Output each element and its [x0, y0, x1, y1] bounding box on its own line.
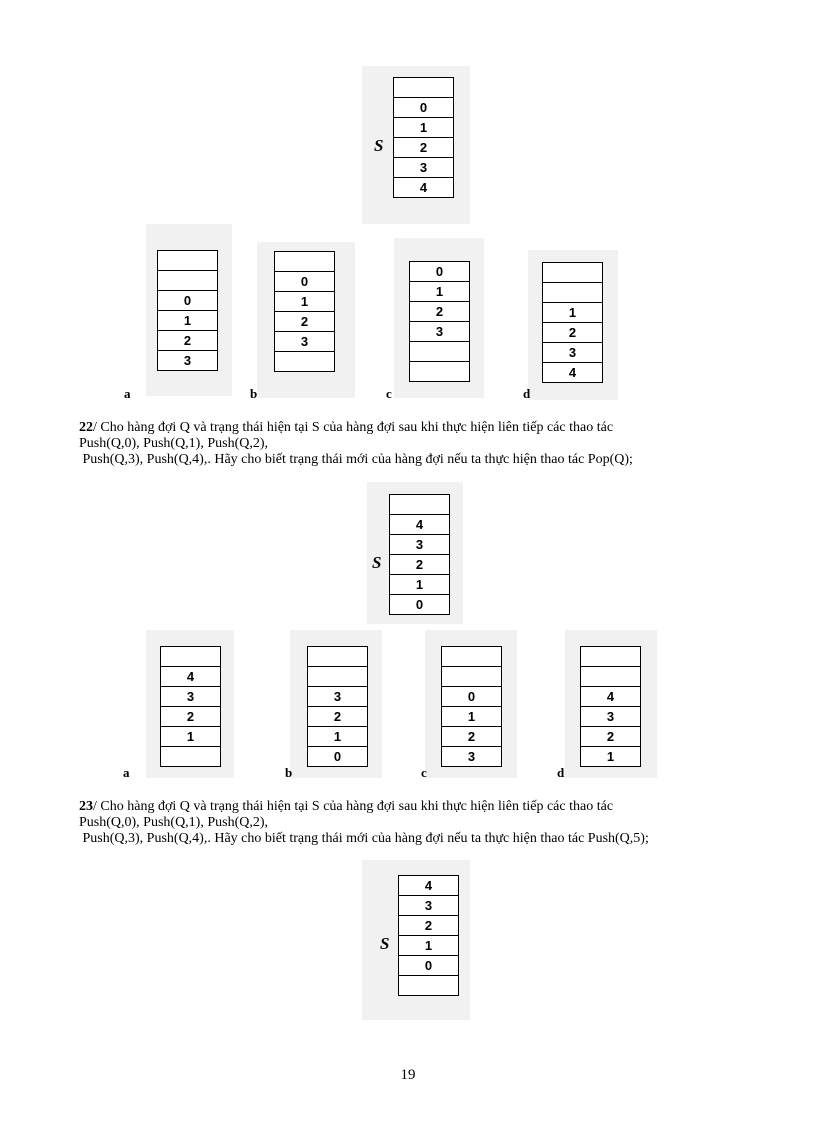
stack-cell: 4 — [390, 515, 449, 535]
stack-cell — [410, 342, 469, 362]
stack-cell: 1 — [158, 311, 217, 331]
stack-cell — [161, 647, 220, 667]
stack-option-a — [160, 646, 221, 767]
stack-cell: 2 — [275, 312, 334, 332]
stack-cell — [442, 667, 501, 687]
stack-cell: 4 — [399, 876, 458, 896]
question-line-1: / Cho hàng đợi Q và trạng thái hiện tại S của hàng đợi sau khi thực hiện liên tiếp các thao tác — [93, 420, 614, 435]
stack-cell: 1 — [390, 575, 449, 595]
stack-cell — [410, 362, 469, 382]
stack-cell — [158, 271, 217, 291]
stack-cell: 0 — [390, 595, 449, 615]
stack-cell: 3 — [308, 687, 367, 707]
stack-q22 — [389, 494, 450, 615]
stack-cell — [581, 667, 640, 687]
option-letter-c: c — [386, 386, 392, 401]
stack-cell: 2 — [158, 331, 217, 351]
stack-cell: 3 — [158, 351, 217, 371]
stack-cell: 0 — [399, 956, 458, 976]
stack-cell: 1 — [581, 747, 640, 767]
stack-option-c — [409, 261, 470, 382]
option-letter-a: a — [124, 386, 131, 401]
stack-cell: 2 — [581, 727, 640, 747]
option-letter-b: b — [250, 386, 258, 401]
stack-cell: 0 — [442, 687, 501, 707]
stack-cell: 0 — [308, 747, 367, 767]
stack-cell — [543, 283, 602, 303]
stack-cell: 3 — [543, 343, 602, 363]
stack-cell: 1 — [394, 118, 453, 138]
stack-cell: 1 — [161, 727, 220, 747]
stack-cell — [161, 747, 220, 767]
question-number: 23 — [79, 799, 93, 814]
stack-cell — [442, 647, 501, 667]
stack-cell: 1 — [275, 292, 334, 312]
stack-cell: 1 — [543, 303, 602, 323]
stack-label-s: S — [380, 934, 390, 953]
stack-cell: 2 — [410, 302, 469, 322]
stack-cell: 2 — [308, 707, 367, 727]
stack-top — [393, 77, 454, 198]
stack-cell: 2 — [399, 916, 458, 936]
option-letter-c: c — [421, 765, 427, 780]
stack-cell: 3 — [410, 322, 469, 342]
stack-option-c — [441, 646, 502, 767]
stack-cell: 3 — [390, 535, 449, 555]
stack-cell: 3 — [275, 332, 334, 352]
option-letter-d: d — [523, 386, 531, 401]
stack-cell: 0 — [275, 272, 334, 292]
stack-cell: 2 — [390, 555, 449, 575]
stack-option-b — [307, 646, 368, 767]
question-line-3: Push(Q,3), Push(Q,4),. Hãy cho biết trạng thái mới của hàng đợi nếu ta thực hiện thao tác Push(Q,5); — [79, 831, 649, 846]
question-line-1: / Cho hàng đợi Q và trạng thái hiện tại S của hàng đợi sau khi thực hiện liên tiếp các thao tác — [93, 799, 614, 814]
stack-cell: 0 — [410, 262, 469, 282]
stack-cell: 0 — [158, 291, 217, 311]
question-22 — [79, 420, 779, 468]
stack-cell: 4 — [161, 667, 220, 687]
stack-label-s: S — [372, 553, 382, 572]
stack-cell — [390, 495, 449, 515]
option-letter-a: a — [123, 765, 130, 780]
stack-cell — [394, 78, 453, 98]
question-line-3: Push(Q,3), Push(Q,4),. Hãy cho biết trạng thái mới của hàng đợi nếu ta thực hiện thao tác Pop(Q); — [79, 452, 633, 467]
stack-cell — [581, 647, 640, 667]
stack-cell: 1 — [399, 936, 458, 956]
stack-cell: 3 — [394, 158, 453, 178]
page-number: 19 — [400, 1067, 416, 1083]
stack-q23 — [398, 875, 459, 996]
stack-cell — [308, 647, 367, 667]
stack-cell: 3 — [581, 707, 640, 727]
question-number: 22 — [79, 420, 93, 435]
stack-option-d — [542, 262, 603, 383]
stack-cell — [275, 352, 334, 372]
stack-cell: 0 — [394, 98, 453, 118]
question-line-2: Push(Q,0), Push(Q,1), Push(Q,2), — [79, 815, 269, 830]
option-letter-d: d — [557, 765, 565, 780]
stack-cell — [275, 252, 334, 272]
stack-option-b — [274, 251, 335, 372]
stack-cell: 2 — [442, 727, 501, 747]
stack-label-s: S — [374, 136, 384, 155]
stack-cell: 1 — [410, 282, 469, 302]
stack-cell: 4 — [581, 687, 640, 707]
stack-cell: 4 — [543, 363, 602, 383]
stack-cell: 3 — [399, 896, 458, 916]
stack-cell: 3 — [161, 687, 220, 707]
stack-cell — [543, 263, 602, 283]
stack-cell: 3 — [442, 747, 501, 767]
stack-cell: 2 — [543, 323, 602, 343]
question-line-2: Push(Q,0), Push(Q,1), Push(Q,2), — [79, 436, 269, 451]
stack-cell — [158, 251, 217, 271]
stack-cell: 2 — [161, 707, 220, 727]
stack-cell — [308, 667, 367, 687]
stack-cell: 1 — [442, 707, 501, 727]
stack-cell: 4 — [394, 178, 453, 198]
stack-option-d — [580, 646, 641, 767]
stack-cell: 2 — [394, 138, 453, 158]
stack-option-a — [157, 250, 218, 371]
option-letter-b: b — [285, 765, 293, 780]
question-23 — [79, 799, 779, 847]
stack-cell — [399, 976, 458, 996]
stack-cell: 1 — [308, 727, 367, 747]
